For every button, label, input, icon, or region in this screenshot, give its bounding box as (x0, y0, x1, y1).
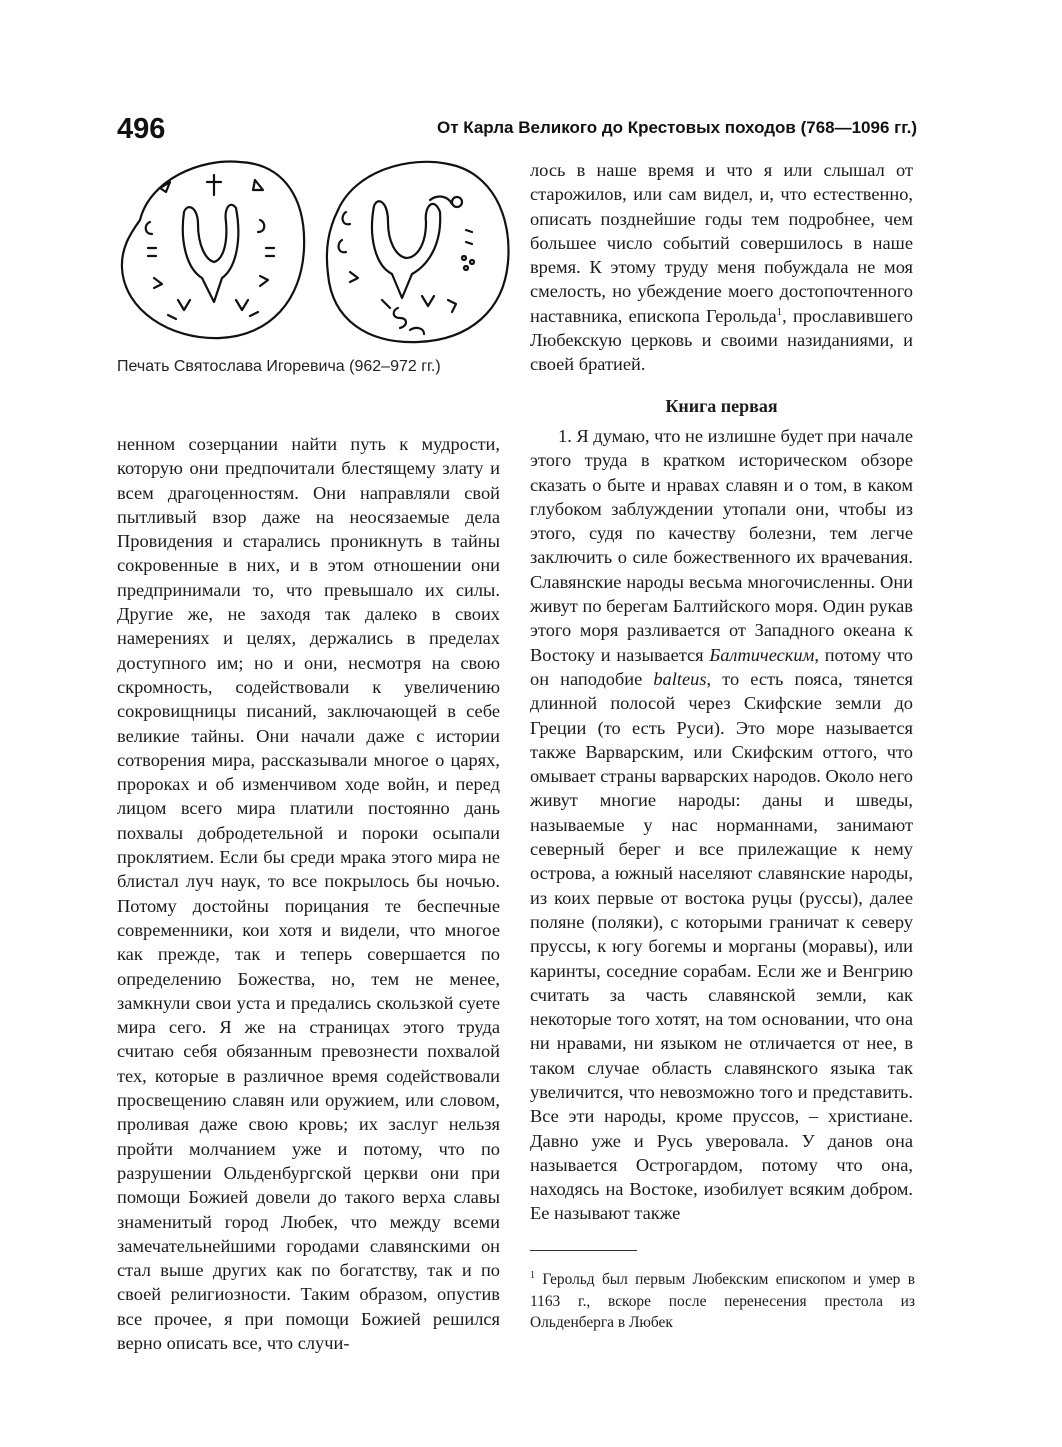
running-head: От Карла Великого до Крестовых походов (768—1096 гг.) (436, 118, 917, 137)
continued-paragraph (530, 158, 913, 377)
figure-caption: Печать Святослава Игоревича (962–972 гг.) (117, 358, 441, 375)
page-number: 496 (117, 113, 166, 145)
footnote-text: Герольд был первым Любекским епископом и умер в 1163 г., вскоре после перенесения престола из Ольденберга в Любек (530, 1271, 915, 1332)
seal-drawing-icon (110, 150, 512, 350)
paragraph-text: лось в наше время и что я или слышал от старожилов, или сам видел, и, что естественно, описать позднейшие годы тем подробнее, чем большее число событий совершилось в наше время. К этому труду меня побуждала не моя смелость, но убеждение моего достопочтенного наставника, епископа Герольда (530, 160, 913, 326)
right-column (530, 158, 913, 1226)
chapter-heading: Книга первая (665, 395, 778, 416)
paragraph-text-end: , прославившего Любекскую церковь и своими назиданиями, и своей братией. (530, 305, 914, 375)
paragraph-1-part-b: , потому что он наподобие (530, 644, 913, 689)
footnote (530, 1265, 915, 1334)
paragraph-1-part-a: 1. Я думаю, что не излишне будет при начале этого труда в кратком историческом обзоре сказать о быте и нравах славян и о том, в каком глубоком заблуждении утопали они, чтобы из этого, судя по качеству болезни, тем легче заключить о силе божественного их врачевания. Славянские народы весьма многочисленны. Они живут по берегам Балтийского моря. Один рукав этого моря разливается от Западного океана к Востоку и называется (530, 425, 914, 665)
seal-illustration (110, 150, 512, 350)
left-column (117, 432, 500, 1355)
paragraph-1 (530, 424, 913, 1226)
italic-term-balteus: balteus (653, 668, 707, 689)
footnote-divider (530, 1250, 637, 1251)
footnote-number: 1 (530, 1270, 535, 1281)
left-paragraph: ненном созерцании найти путь к мудрости, которую они предпочитали блестящему злату и всем драгоценностям. Они направляли свой пытливый взор даже на неосязаемые дела Провидения и старались проникнуть в тайны сокровенные в них, и в этом отношении они предпринимали то, что превышало их силы. Другие же, не заходя так далеко в своих намерениях и целях, держались в пределах доступного им; но и они, несмотря на свою скромность, содействовали к увеличению сокровищницы писаний, заключающей в себе великие тайны. Они начали даже с истории сотворения мира, рассказывали многое о царях, пророках и об изменчивом ходе войн, и перед лицом всего мира платили постоянно дань похвалы добродетельной и пороки осыпали проклятием. Если бы среди мрака этого мира не блистал луч наук, то все покрылось бы ночью. Потому достойны порицания те беспечные современники, кои хотя и видели, что многое как прежде, так и теперь совершается по определению Божества, но, тем не менее, замкнули свои уста и предались скользкой суете мира сего. Я же на страницах этого труда считаю себя обязанным превознести похвалой тех, которые в различное время содействовали просвещению славян или оружием, или словом, проливая даже свою кровь; их заслуг нельзя пройти молчанием уже и потому, что по разрушении Ольденбургской церкви они при помощи Божией довели до такого верха славы знаменитый город Любек, что между всеми замечательнейшими городами славянскими он стал выше других как по богатству, так и по своей религиозности. Таким образом, опустив все прочее, я при помощи Божией решился верно описать все, что случи- (117, 434, 500, 1353)
paragraph-1-part-c: , то есть пояса, тянется длинной полосой через Скифские земли до Греции (то есть Руси). Это море называется также Варварским, или Скифским оттого, что омывает страны варварских народов. Около него живут многие народы: даны и шведы, называемые у нас норманнами, занимают северный берег и все прилежащие к нему острова, а южный населяют славянские народы, из коих первые от востока руцы (руссы), далее поляне (поляки), с которыми граничат к северу пруссы, к югу богемы и морганы (моравы), или каринты, соседние сорабам. Если же и Венгрию считать за часть славянской земли, как некоторые того хотят, на том основании, что она ни нравами, ни языком не отличается от нее, в таком случае область славянского языка так увеличится, что невозможно того и представить. Все эти народы, кроме пруссов, – христиане. Давно уже и Русь уверовала. У данов она называется Острогардом, потому что она, находясь на Востоке, изобилует всяким добром. Ее называют также (530, 668, 913, 1224)
footnote-reference[interactable]: 1 (776, 305, 783, 318)
italic-term-baltic: Балтическим (709, 644, 815, 665)
